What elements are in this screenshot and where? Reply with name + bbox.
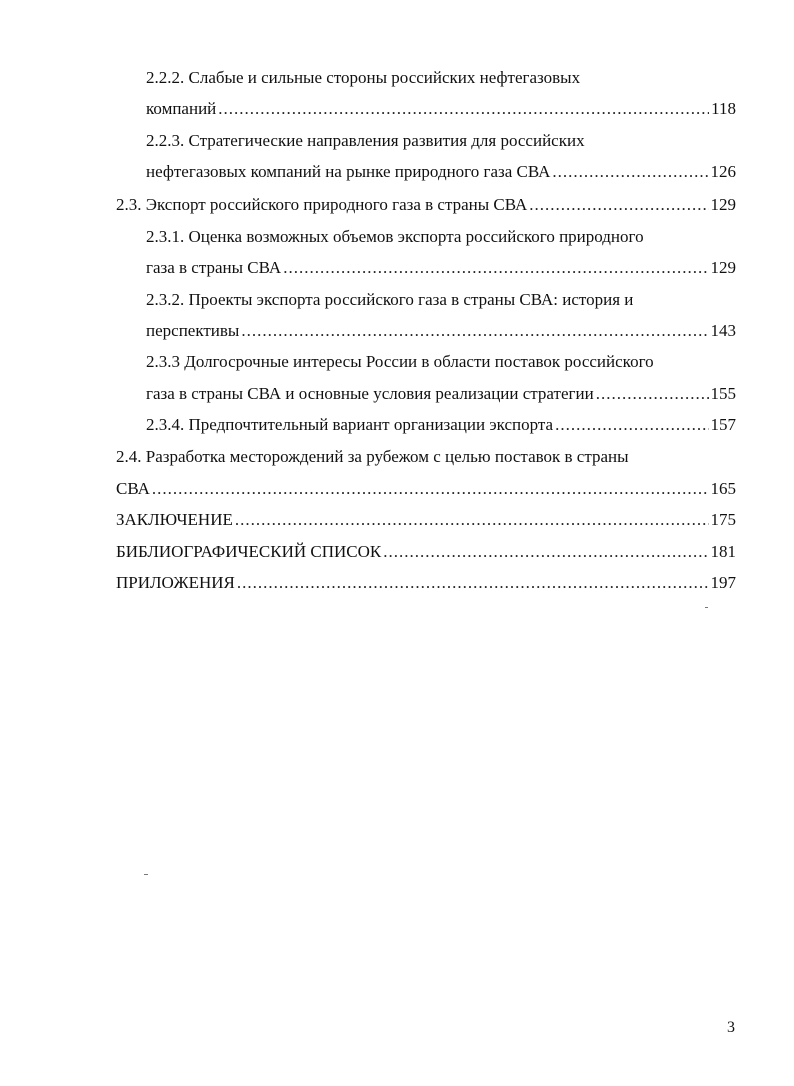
toc-entry-text: 2.4. Разработка месторождений за рубежом с целью поставок в страны	[116, 447, 629, 466]
toc-entry-2-4-line1	[116, 445, 736, 469]
toc-leader-dots	[596, 382, 709, 406]
toc-leader-dots	[552, 160, 708, 184]
toc-page-number: 165	[710, 479, 736, 498]
toc-entry-text: 2.3.2. Проекты экспорта российского газа в страны СВА: история и	[146, 290, 634, 309]
toc-entry-2-3-4	[146, 413, 736, 437]
toc-entry-2-2-2	[146, 97, 736, 121]
toc-page-number: 129	[710, 195, 736, 214]
toc-entry-2-3	[116, 193, 736, 217]
toc-page-number: 181	[710, 542, 736, 561]
toc-entry-text: 2.3.4. Предпочтительный вариант организации экспорта	[146, 415, 554, 434]
toc-page-number: 143	[710, 321, 736, 340]
toc-entry-bibliography	[116, 540, 736, 564]
toc-page-number: 157	[710, 415, 736, 434]
scan-speck	[144, 874, 148, 875]
toc-entry-2-3-3-line1	[146, 350, 736, 374]
toc-entry-text: 2.3.1. Оценка возможных объемов экспорта российского природного	[146, 227, 644, 246]
toc-entry-text: газа в страны СВА	[146, 258, 282, 277]
toc-entry-text: СВА	[116, 479, 150, 498]
toc-page-number: 126	[710, 162, 736, 181]
toc-entry-text: ПРИЛОЖЕНИЯ	[116, 573, 235, 592]
toc-page-number: 129	[710, 258, 736, 277]
toc-page-number: 175	[710, 510, 736, 529]
page-number: 3	[727, 1019, 735, 1036]
toc-entry-2-4	[116, 477, 736, 501]
toc-page-number: 118	[711, 99, 736, 118]
toc-entry-2-2-2-line1	[146, 66, 736, 90]
toc-leader-dots	[529, 193, 708, 217]
toc-leader-dots	[235, 508, 709, 532]
toc-entry-text: перспективы	[146, 321, 240, 340]
scan-speck	[705, 607, 708, 608]
toc-entry-appendices	[116, 571, 736, 595]
toc-leader-dots	[283, 256, 708, 280]
toc-entry-text: 2.3. Экспорт российского природного газа в страны СВА	[116, 195, 528, 214]
toc-entry-text: 2.2.3. Стратегические направления развития для российских	[146, 131, 585, 150]
toc-entry-2-3-2-line1	[146, 288, 736, 312]
toc-entry-text: 2.2.2. Слабые и сильные стороны российских нефтегазовых	[146, 68, 581, 87]
toc-entry-2-2-3	[146, 160, 736, 184]
toc-entry-text: компаний	[146, 99, 217, 118]
toc-entry-2-2-3-line1	[146, 129, 736, 153]
toc-leader-dots	[555, 413, 708, 437]
toc-entry-text: нефтегазовых компаний на рынке природного газа СВА	[146, 162, 551, 181]
toc-entry-text: 2.3.3 Долгосрочные интересы России в области поставок российского	[146, 352, 654, 371]
toc-leader-dots	[218, 97, 709, 121]
toc-leader-dots	[237, 571, 709, 595]
toc-entry-text: БИБЛИОГРАФИЧЕСКИЙ СПИСОК	[116, 542, 382, 561]
toc-page-number: 197	[710, 573, 736, 592]
toc-leader-dots	[152, 477, 709, 501]
toc-entry-conclusion	[116, 508, 736, 532]
toc-entry-text: газа в страны СВА и основные условия реализации стратегии	[146, 384, 594, 403]
toc-entry-text: ЗАКЛЮЧЕНИЕ	[116, 510, 233, 529]
toc-page-number: 155	[710, 384, 736, 403]
toc-entry-2-3-1-line1	[146, 225, 736, 249]
toc-leader-dots	[241, 319, 708, 343]
toc-entry-2-3-2	[146, 319, 736, 343]
toc-leader-dots	[383, 540, 708, 564]
toc-entry-2-3-3	[146, 382, 736, 406]
toc-entry-2-3-1	[146, 256, 736, 280]
